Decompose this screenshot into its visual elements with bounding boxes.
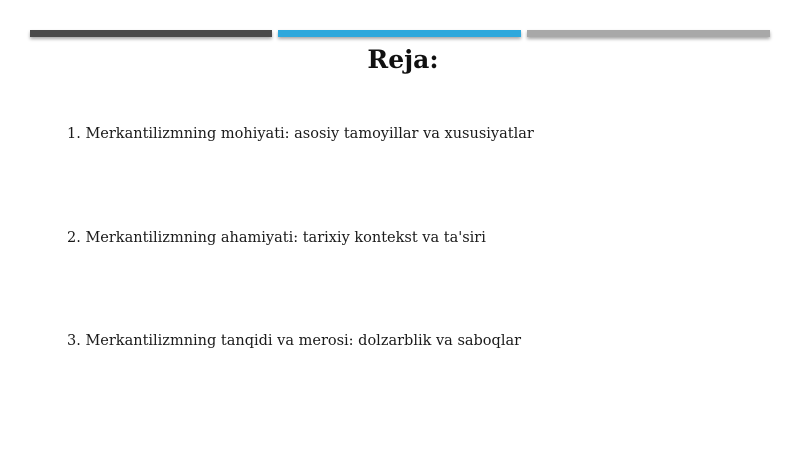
plan-item: 1. Merkantilizmning mohiyati: asosiy tamoyillar va xususiyatlar xyxy=(67,126,534,142)
top-bar-gray xyxy=(527,30,770,37)
top-bar-blue xyxy=(278,30,521,37)
plan-item: 3. Merkantilizmning tanqidi va merosi: dolzarblik va saboqlar xyxy=(67,333,522,349)
top-bar-dark xyxy=(30,30,272,37)
plan-item: 2. Merkantilizmning ahamiyati: tarixiy kontekst va ta'siri xyxy=(67,230,486,246)
slide-title: Reja: xyxy=(367,45,439,74)
decorative-top-bars xyxy=(30,30,770,38)
